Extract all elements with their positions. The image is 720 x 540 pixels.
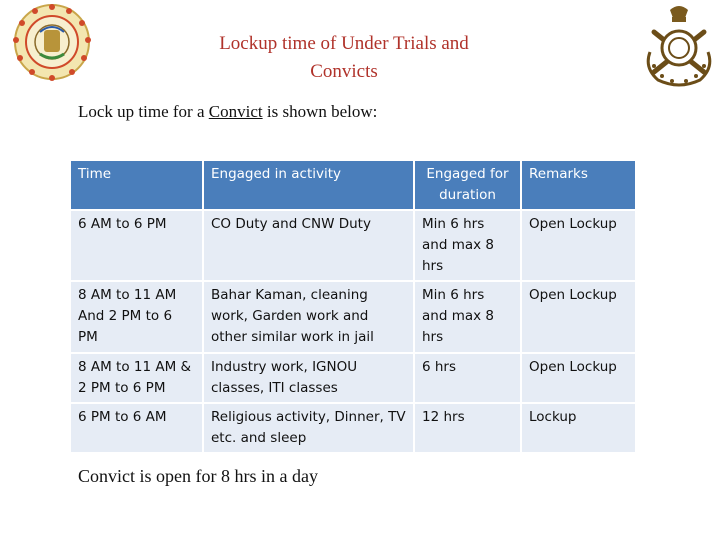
- header-activity: Engaged in activity: [203, 161, 414, 210]
- intro-after: is shown below:: [262, 102, 378, 121]
- title-line-1: Lockup time of Under Trials and: [219, 33, 469, 54]
- cell-duration: 6 hrs: [414, 353, 521, 403]
- table-row: [71, 210, 636, 281]
- cell-duration: Min 6 hrs and max 8 hrs: [414, 210, 521, 281]
- header-remarks: Remarks: [521, 161, 636, 210]
- cell-time: 8 AM to 11 AM And 2 PM to 6 PM: [71, 281, 203, 353]
- header-duration: Engaged for duration: [414, 161, 521, 210]
- table-row: [71, 403, 636, 453]
- header-time: Time: [71, 161, 203, 210]
- cell-time: 8 AM to 11 AM & 2 PM to 6 PM: [71, 353, 203, 403]
- cell-activity: CO Duty and CNW Duty: [203, 210, 414, 281]
- intro-before: Lock up time for a: [78, 102, 209, 121]
- mp-state-emblem-icon: [6, 2, 98, 82]
- table-header-row: [71, 161, 636, 210]
- cell-remarks: Lockup: [521, 403, 636, 453]
- cell-duration: 12 hrs: [414, 403, 521, 453]
- cell-remarks: Open Lockup: [521, 353, 636, 403]
- intro-underlined-word: Convict: [208, 102, 263, 121]
- cell-time: 6 PM to 6 AM: [71, 403, 203, 453]
- cell-remarks: Open Lockup: [521, 210, 636, 281]
- table-row: [71, 281, 636, 353]
- cell-duration: Min 6 hrs and max 8 hrs: [414, 281, 521, 353]
- intro-text: [78, 102, 377, 122]
- police-emblem-icon: [638, 2, 720, 90]
- footer-text: Convict is open for 8 hrs in a day: [78, 466, 318, 486]
- cell-activity: Bahar Kaman, cleaning work, Garden work and other similar work in jail: [203, 281, 414, 353]
- cell-activity: Industry work, IGNOU classes, ITI classes: [203, 353, 414, 403]
- title-line-2: Convicts: [310, 61, 378, 82]
- cell-remarks: Open Lockup: [521, 281, 636, 353]
- cell-activity: Religious activity, Dinner, TV etc. and sleep: [203, 403, 414, 453]
- lockup-table: [71, 161, 637, 454]
- table-row: [71, 353, 636, 403]
- cell-time: 6 AM to 6 PM: [71, 210, 203, 281]
- page-title: [150, 30, 538, 86]
